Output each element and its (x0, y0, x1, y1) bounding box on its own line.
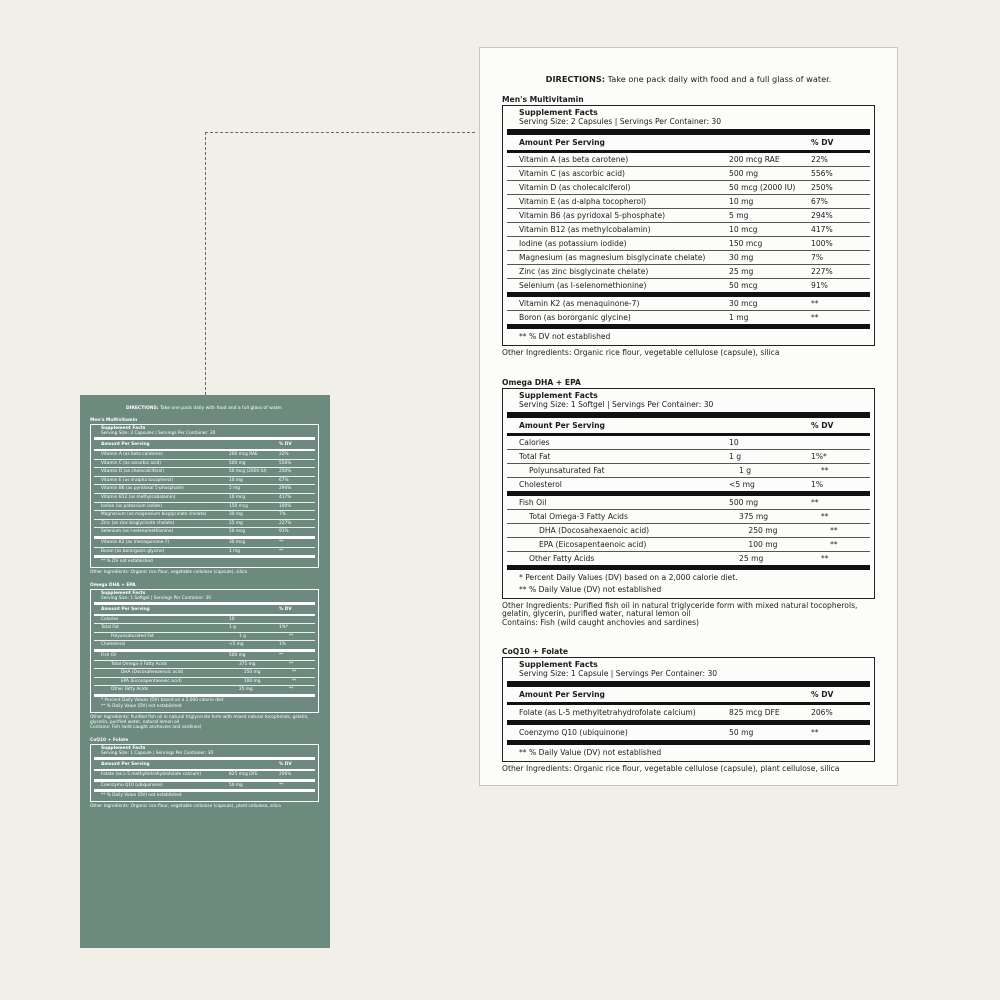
nutrient-name: Vitamin B12 (as methylcobalamin) (101, 494, 176, 500)
dv-value: ** (811, 313, 819, 322)
nutrient-name: Coenzymo Q10 (ubiquinone) (519, 728, 628, 738)
nutrient-name: Total Omega-3 Fatty Acids (111, 661, 167, 667)
nutrient-name: Vitamin C (as ascorbic acid) (519, 169, 625, 178)
nutrient-name: Vitamin D (as cholecalciferol) (519, 183, 631, 192)
nutrient-name: Vitamin B12 (as methylcobalamin) (519, 225, 651, 234)
facts-header-row (507, 687, 870, 705)
serving-info: Serving Size: 1 Softgel | Servings Per Container: 30 (519, 399, 714, 409)
other-ingredients: Other Ingredients: Organic rice flour, vegetable cellulose (capsule), plant cellulose, silica (90, 803, 281, 809)
dv-value: 100% (279, 503, 292, 509)
amount-value: 25 mg (239, 687, 253, 693)
other-ingredients: Other Ingredients: Organic rice flour, vegetable cellulose (capsule), silica (90, 569, 248, 575)
label-text (94, 669, 315, 678)
section-title-omega: Omega DHA + EPA (502, 377, 581, 387)
label-text (94, 460, 315, 469)
facts-heading (507, 106, 870, 135)
facts-header-row (507, 135, 870, 153)
dv-value: ** (811, 497, 819, 507)
amount-value: 1 mg (229, 548, 241, 554)
label-text (94, 678, 315, 687)
amount-value (729, 687, 811, 702)
dv-value: ** (279, 653, 284, 658)
other-ingredients (502, 602, 875, 628)
nutrient-name: Vitamin A (as beta carotene) (519, 155, 629, 164)
label-text: ** % Daily Value (DV) not established (519, 748, 662, 758)
dv-value: % DV (279, 442, 292, 447)
amount-value: 100 mg (748, 539, 778, 549)
section-title-mens: Men's Multivitamin (502, 95, 584, 104)
amount-value: <5 mg (229, 642, 244, 648)
table-row (507, 265, 870, 279)
dv-value: % DV (811, 420, 834, 430)
section-title-coq: CoQ10 + Folate (502, 647, 569, 657)
nutrient-name: Total Fat (101, 625, 119, 631)
amount-value: 5 mg (729, 211, 749, 220)
dv-value: ** (821, 511, 829, 521)
mens-facts-panel (90, 424, 319, 568)
amount-value: 50 mg (729, 728, 754, 738)
label-text (94, 745, 315, 760)
facts-footnote (507, 745, 870, 761)
section-title-mens: Men's Multivitamin (90, 418, 138, 423)
nutrient-name: Coenzymo Q10 (ubiquinone) (101, 782, 163, 788)
label-text (94, 652, 315, 661)
amount-value: 10 mg (229, 477, 243, 483)
amount-value: 30 mcg (729, 299, 758, 308)
label-text (94, 468, 315, 477)
label-text: Supplement Facts (101, 590, 146, 596)
amount-value: 50 mg (229, 782, 243, 788)
dv-value: 556% (811, 169, 833, 178)
nutrient-name: Calories (101, 616, 119, 622)
nutrient-name: Total Fat (519, 451, 551, 461)
dv-value: ** (291, 678, 297, 684)
nutrient-name: Amount Per Serving (519, 690, 605, 700)
dv-value: 206% (279, 771, 292, 777)
amount-value: 375 mg (739, 511, 769, 521)
nutrient-name: Polyunsaturated Fat (111, 633, 154, 639)
facts-footnote (507, 570, 870, 598)
dv-value: 67% (279, 477, 289, 483)
dv-value: 294% (279, 486, 292, 492)
label-text: ** % DV not established (519, 332, 611, 341)
nutrient-name: Cholesterol (101, 642, 126, 648)
table-row (507, 524, 870, 538)
amount-value: <5 mg (729, 479, 755, 489)
amount-value: 10 (729, 437, 739, 447)
amount-value: 25 mg (729, 267, 754, 276)
amount-value: 500 mg (229, 460, 246, 466)
nutrient-name: DHA (Docosahexaenoic acid) (539, 525, 650, 535)
dv-value: 1%* (811, 451, 827, 461)
directions-text (90, 405, 319, 412)
nutrient-name: Boron (as bororganic glycine) (519, 313, 631, 322)
dv-value: ** (811, 299, 819, 308)
label-text: DIRECTIONS: (545, 74, 606, 84)
amount-value (729, 418, 811, 433)
facts-header-row (507, 418, 870, 436)
dv-value: 100% (811, 239, 833, 248)
nutrient-name: EPA (Eicosapentaenoic acid) (121, 678, 182, 684)
nutrient-name: Amount Per Serving (519, 138, 605, 147)
amount-value: 1 g (739, 465, 752, 475)
nutrient-name: Other Fatty Acids (529, 553, 595, 563)
label-text: DIRECTIONS: (125, 406, 159, 411)
amount-value (229, 605, 279, 614)
other-ingredients: Other Ingredients: Organic rice flour, vegetable cellulose (capsule), plant cellulose, silica (502, 764, 840, 774)
amount-value: 50 mcg (2000 IU) (229, 469, 267, 475)
amount-value: 500 mg (229, 653, 246, 658)
amount-value: 10 mcg (729, 225, 758, 234)
nutrient-name: Magnesium (as magnesium bisglycinate chelate) (519, 253, 706, 262)
facts-footnote (507, 329, 870, 345)
connector-line-horizontal (205, 132, 475, 133)
label-text (94, 520, 315, 529)
dv-value: 206% (811, 708, 833, 718)
facts-title: Supplement Facts (519, 390, 598, 400)
nutrient-name: Vitamin A (as beta carotene) (101, 452, 163, 457)
dv-value: 91% (279, 529, 289, 535)
label-text (94, 590, 315, 605)
nutrient-name: Fish Oil (101, 653, 117, 658)
nutrient-name: EPA (Eicosapentaenoic acid) (539, 539, 647, 549)
dv-value: 1% (811, 479, 824, 489)
label-text: ** % DV not established (101, 559, 153, 565)
table-row (507, 538, 870, 552)
label-text (94, 605, 315, 616)
dv-value: 91% (811, 281, 828, 290)
dv-value: 22% (279, 452, 289, 457)
nutrient-name: Total Omega-3 Fatty Acids (529, 511, 628, 521)
label-text (94, 661, 315, 670)
omega-facts-panel (90, 589, 319, 713)
nutrient-name: Vitamin D (as cholecalciferol) (101, 469, 165, 475)
facts-title: Supplement Facts (519, 108, 598, 117)
dv-value: ** (830, 539, 838, 549)
directions-text (502, 73, 875, 85)
dv-value: ** (289, 661, 294, 667)
nutrient-name: Calories (519, 437, 550, 447)
nutrient-name: Vitamin K2 (as menaquinone-7) (519, 299, 640, 308)
nutrient-name: Vitamin C (as ascorbic acid) (101, 460, 161, 466)
nutrient-name: Amount Per Serving (101, 761, 150, 767)
dv-value: % DV (279, 761, 292, 767)
table-row (507, 464, 870, 478)
amount-value: 30 mg (729, 253, 754, 262)
table-row (507, 311, 870, 329)
label-text (94, 477, 315, 486)
amount-value: 150 mcg (729, 239, 763, 248)
amount-value: 150 mcg (229, 503, 248, 509)
dv-value: % DV (279, 606, 292, 612)
table-row (507, 725, 870, 745)
nutrient-name: Cholesterol (519, 479, 562, 489)
nutrient-name: Vitamin B6 (as pyridoxal 5-phosphate) (519, 211, 666, 220)
table-row (507, 436, 870, 450)
label-text (94, 771, 315, 782)
table-row (507, 195, 870, 209)
dv-value: ** (291, 670, 297, 676)
label-text (94, 616, 315, 625)
dv-value: % DV (811, 690, 834, 700)
amount-value: 500 mg (729, 169, 759, 178)
nutrient-name: Amount Per Serving (519, 420, 605, 430)
amount-value: 10 (229, 616, 235, 622)
label-text (94, 633, 315, 642)
amount-value: 10 mg (729, 197, 754, 206)
amount-value: 50 mcg (729, 281, 758, 290)
nutrient-name: Amount Per Serving (101, 442, 150, 447)
dv-value: 417% (279, 494, 292, 500)
label-text: Serving Size: 1 Softgel | Servings Per Container: 30 (101, 595, 211, 601)
nutrient-name: Other Fatty Acids (111, 687, 148, 693)
dv-value: ** (821, 553, 829, 563)
amount-value: 200 mcg RAE (729, 155, 780, 164)
label-text: ** % Daily Value (DV) not established (101, 793, 182, 799)
amount-value: 50 mcg (229, 529, 246, 535)
table-row (507, 279, 870, 297)
label-text (94, 451, 315, 460)
dv-value: ** (279, 539, 284, 545)
table-row (507, 705, 870, 725)
nutrient-name: Amount Per Serving (101, 606, 150, 612)
amount-value: 5 mg (229, 486, 241, 492)
label-text (94, 624, 315, 633)
dv-value: 227% (279, 520, 292, 526)
dv-value: 22% (811, 155, 828, 164)
label-text (94, 686, 315, 697)
amount-value: 50 mcg (2000 IU) (729, 183, 796, 192)
table-row (507, 552, 870, 570)
dv-value: ** (830, 525, 838, 535)
amount-value: 375 mg (239, 661, 256, 667)
label-text (94, 548, 315, 559)
label-text (94, 760, 315, 771)
amount-value: 825 mcg DFE (729, 708, 780, 718)
amount-value: 30 mg (229, 512, 243, 518)
table-row (507, 237, 870, 251)
nutrient-name: Selenium (as l-selenomethionine) (519, 281, 647, 290)
table-row (507, 167, 870, 181)
table-row (507, 297, 870, 311)
label-text (94, 792, 315, 801)
table-row (507, 153, 870, 167)
label-detail-panel (479, 47, 898, 786)
dv-value: 7% (279, 512, 286, 518)
nutrient-name: Boron (as bororganic glycine) (101, 548, 165, 554)
label-text: ** % Daily Value (DV) not established (101, 704, 182, 710)
serving-info: Serving Size: 1 Capsule | Servings Per Container: 30 (519, 669, 718, 679)
dv-value: ** (289, 687, 294, 693)
amount-value: 100 mg (243, 678, 261, 684)
nutrient-name: Selenium (as l-selenomethionine) (101, 529, 174, 535)
serving-info: Serving Size: 2 Capsules | Servings Per Container: 30 (101, 431, 216, 436)
amount-value: 250 mg (243, 670, 261, 676)
table-row (507, 209, 870, 223)
amount-value: 30 mcg (229, 539, 246, 545)
label-text (94, 511, 315, 520)
label-text (94, 503, 315, 512)
amount-value: 1 g (729, 451, 742, 461)
dv-value: 1% (279, 642, 286, 648)
label-text: * Percent Daily Values (DV) based on a 2,000 calorie diet. (101, 697, 225, 703)
nutrient-name: Folate (as L-5 methyltetrahydrofolate calcium) (101, 771, 202, 777)
nutrient-name: Polyunsaturated Fat (529, 465, 605, 475)
table-row (507, 478, 870, 496)
dv-value: ** (279, 782, 284, 788)
section-title-omega: Omega DHA + EPA (90, 582, 136, 588)
other-ingredients: Other Ingredients: Organic rice flour, vegetable cellulose (capsule), silica (502, 348, 780, 357)
facts-heading (507, 658, 870, 687)
amount-value: 25 mg (739, 553, 764, 563)
other-ingredients (90, 715, 319, 730)
label-text (94, 782, 315, 793)
nutrient-name: Zinc (as zinc bisglycinate chelate) (519, 267, 649, 276)
facts-heading (507, 389, 870, 418)
dv-value (811, 436, 851, 449)
dv-value: 250% (279, 469, 292, 475)
nutrient-name: Iodine (as potassium iodide) (101, 503, 162, 509)
label-text: * Percent Daily Values (DV) based on a 2,000 calorie diet. (519, 572, 738, 582)
amount-value: 500 mg (729, 497, 759, 507)
table-row (507, 496, 870, 510)
label-text (94, 485, 315, 494)
amount-value: 1 mg (729, 313, 749, 322)
amount-value (729, 135, 811, 150)
omega-facts-panel (502, 388, 875, 599)
nutrient-name: Magnesium (as magnesium bisglycinate chelate) (101, 512, 207, 518)
table-row (507, 450, 870, 464)
dv-value: 250% (811, 183, 833, 192)
nutrient-name: Fish Oil (519, 497, 547, 507)
amount-value (229, 760, 279, 769)
dv-value: 294% (811, 211, 833, 220)
label-text (94, 641, 315, 652)
amount-value: 1 g (229, 625, 236, 631)
section-title-coq: CoQ10 + Folate (90, 737, 129, 743)
coq-facts-panel (502, 657, 875, 762)
nutrient-name: Iodine (as potassium iodide) (519, 239, 627, 248)
connector-line-vertical (205, 132, 206, 395)
nutrient-name: Vitamin B6 (as pyridoxal 5-phosphate) (101, 486, 184, 492)
facts-title: Supplement Facts (519, 660, 598, 670)
dv-value: 7% (811, 253, 824, 262)
label-text: Take one pack daily with food and a full glass of water. (158, 406, 283, 411)
label-text: Contains: Fish (wild caught anchovies and sardines) (502, 617, 700, 627)
table-row (507, 251, 870, 265)
label-text: Other Ingredients: Purified fish oil in natural triglyceride form with mixed natural tocopherols, gelatin, glycerin, purified water, natural lemon oil (90, 714, 309, 725)
label-text: Contains: Fish (wild caught anchovies and sardines) (90, 724, 202, 730)
label-text (94, 697, 315, 712)
label-text (94, 558, 315, 567)
nutrient-name: Folate (as L-5 methyltetrahydrofolate calcium) (519, 708, 696, 718)
serving-info: Serving Size: 2 Capsules | Servings Per Container: 30 (519, 117, 722, 126)
table-row (507, 223, 870, 237)
facts-header-row (94, 440, 315, 451)
label-text: ** % Daily Value (DV) not established (519, 584, 662, 594)
amount-value: 25 mg (229, 520, 243, 526)
table-row (507, 181, 870, 195)
dv-value (279, 616, 303, 624)
mens-facts-panel (502, 105, 875, 346)
dv-value: 1%* (279, 625, 288, 631)
label-text: Other Ingredients: Purified fish oil in natural triglyceride form with mixed natural tocopherols, gelatin, glycerin, purified water, natural lemon oil (502, 600, 858, 619)
label-thumbnail-preview[interactable] (80, 395, 330, 948)
label-text: Serving Size: 1 Capsule | Servings Per Container: 30 (101, 750, 214, 756)
amount-value: 200 mcg RAE (229, 452, 258, 457)
label-text: Take one pack daily with food and a full glass of water. (605, 74, 832, 84)
dv-value: ** (279, 548, 284, 554)
amount-value: 10 mcg (229, 494, 246, 500)
label-text (94, 494, 315, 503)
nutrient-name: Zinc (as zinc bisglycinate chelate) (101, 520, 175, 526)
dv-value: 556% (279, 460, 292, 466)
nutrient-name: Vitamin E (as d-alpha tocopherol) (101, 477, 173, 483)
label-text (94, 539, 315, 548)
dv-value: ** (811, 728, 819, 738)
table-row (507, 510, 870, 524)
dv-value: 67% (811, 197, 828, 206)
label-text (94, 528, 315, 539)
coq-facts-panel (90, 744, 319, 802)
dv-value: 227% (811, 267, 833, 276)
dv-value: ** (289, 633, 294, 639)
amount-value (229, 440, 279, 449)
dv-value: 417% (811, 225, 833, 234)
label-text (94, 425, 315, 440)
nutrient-name: Vitamin K2 (as menaquinone-7) (101, 539, 170, 545)
dv-value: % DV (811, 138, 834, 147)
amount-value: 250 mg (748, 525, 778, 535)
amount-value: 1 g (239, 633, 246, 639)
label-text: Supplement Facts (101, 745, 146, 751)
dv-value: ** (821, 465, 829, 475)
nutrient-name: DHA (Docosahexaenoic acid) (121, 670, 184, 676)
nutrient-name: Vitamin E (as d-alpha tocopherol) (519, 197, 647, 206)
amount-value: 825 mcg DFE (229, 771, 258, 777)
facts-title: Supplement Facts (101, 426, 146, 431)
